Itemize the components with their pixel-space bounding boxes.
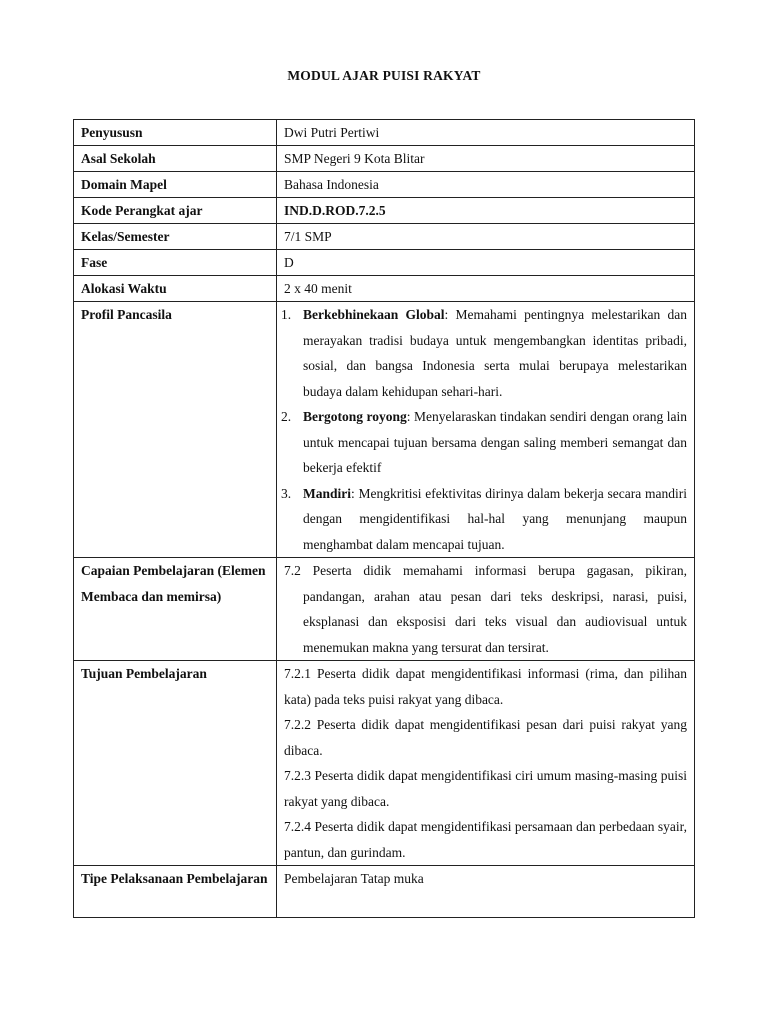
module-info-table (73, 119, 695, 918)
label-kelas-semester: Kelas/Semester (74, 224, 277, 250)
label-fase: Fase (74, 250, 277, 276)
label-penyusun: Penyususn (74, 120, 277, 146)
profil-text: : Memahami pentingnya melestarikan dan merayakan tradisi budaya untuk mengembangkan identitas pribadi, sosial, dan bangsa Indonesia serta mulai berupaya melestarikan budaya dalam kehidupan sehari-hari. (303, 307, 687, 399)
table-row (74, 302, 695, 558)
value-kelas-semester: 7/1 SMP (277, 224, 695, 250)
label-alokasi-waktu: Alokasi Waktu (74, 276, 277, 302)
table-row (74, 146, 695, 172)
list-number: 3. (281, 485, 292, 501)
label-tipe: Tipe Pelaksanaan Pembelajaran (74, 866, 277, 918)
profil-text: : Mengkritisi efektivitas dirinya dalam bekerja secara mandiri dengan mengidentifikasi hal-hal yang menunjang maupun menghambat dalam mencapai tujuan. (303, 485, 687, 552)
document-title: MODUL AJAR PUISI RAKYAT (287, 68, 481, 83)
label-kode-perangkat: Kode Perangkat ajar (74, 198, 277, 224)
tujuan-item: 7.2.2 Peserta didik dapat mengidentifikasi pesan dari puisi rakyat yang dibaca. (284, 717, 687, 758)
value-asal-sekolah: SMP Negeri 9 Kota Blitar (277, 146, 695, 172)
table-row (74, 172, 695, 198)
value-capaian (277, 558, 695, 661)
list-item (281, 481, 687, 558)
table-row (74, 276, 695, 302)
label-capaian: Capaian Pembelajaran (Elemen Membaca dan memirsa) (74, 558, 277, 661)
table-row (74, 120, 695, 146)
profil-term: Mandiri (303, 485, 352, 501)
table-row (74, 250, 695, 276)
list-number: 1. (281, 307, 292, 322)
list-item (281, 302, 687, 404)
value-alokasi-waktu: 2 x 40 menit (277, 276, 695, 302)
table-row (74, 866, 695, 918)
tujuan-item: 7.2.1 Peserta didik dapat mengidentifikasi informasi (rima, dan pilihan kata) pada teks puisi rakyat yang dibaca. (284, 666, 687, 707)
label-profil-pancasila: Profil Pancasila (74, 302, 277, 558)
table-row (74, 224, 695, 250)
capaian-text: 7.2 Peserta didik memahami informasi berupa gagasan, pikiran, pandangan, arahan atau pesan dari teks deskripsi, narasi, puisi, eksplanasi dan eksposisi dari teks visual dan audiovisual untuk menemukan makna yang tersurat dan tersirat. (284, 563, 687, 655)
value-profil-pancasila (277, 302, 695, 558)
table-row (74, 558, 695, 661)
value-penyusun: Dwi Putri Pertiwi (277, 120, 695, 146)
table-row (74, 198, 695, 224)
value-domain-mapel: Bahasa Indonesia (277, 172, 695, 198)
profil-list (281, 302, 687, 557)
tujuan-item: 7.2.4 Peserta didik dapat mengidentifikasi persamaan dan perbedaan syair, pantun, dan gurindam. (284, 819, 687, 860)
label-tujuan: Tujuan Pembelajaran (74, 661, 277, 866)
value-tujuan (277, 661, 695, 866)
value-kode-perangkat: IND.D.ROD.7.2.5 (277, 198, 695, 224)
label-domain-mapel: Domain Mapel (74, 172, 277, 198)
tujuan-item: 7.2.3 Peserta didik dapat mengidentifikasi ciri umum masing-masing puisi rakyat yang dibaca. (284, 768, 687, 809)
list-number: 2. (281, 409, 292, 424)
label-asal-sekolah: Asal Sekolah (74, 146, 277, 172)
profil-term: Berkebhinekaan Global (303, 307, 445, 322)
table-row (74, 661, 695, 866)
value-fase: D (277, 250, 695, 276)
profil-term: Bergotong royong (303, 409, 407, 424)
value-tipe: Pembelajaran Tatap muka (277, 866, 695, 918)
profil-text: : Menyelaraskan tindakan sendiri dengan orang lain untuk mencapai tujuan bersama dengan saling memberi semangat dan bekerja efektif (303, 409, 687, 475)
list-item (281, 404, 687, 481)
